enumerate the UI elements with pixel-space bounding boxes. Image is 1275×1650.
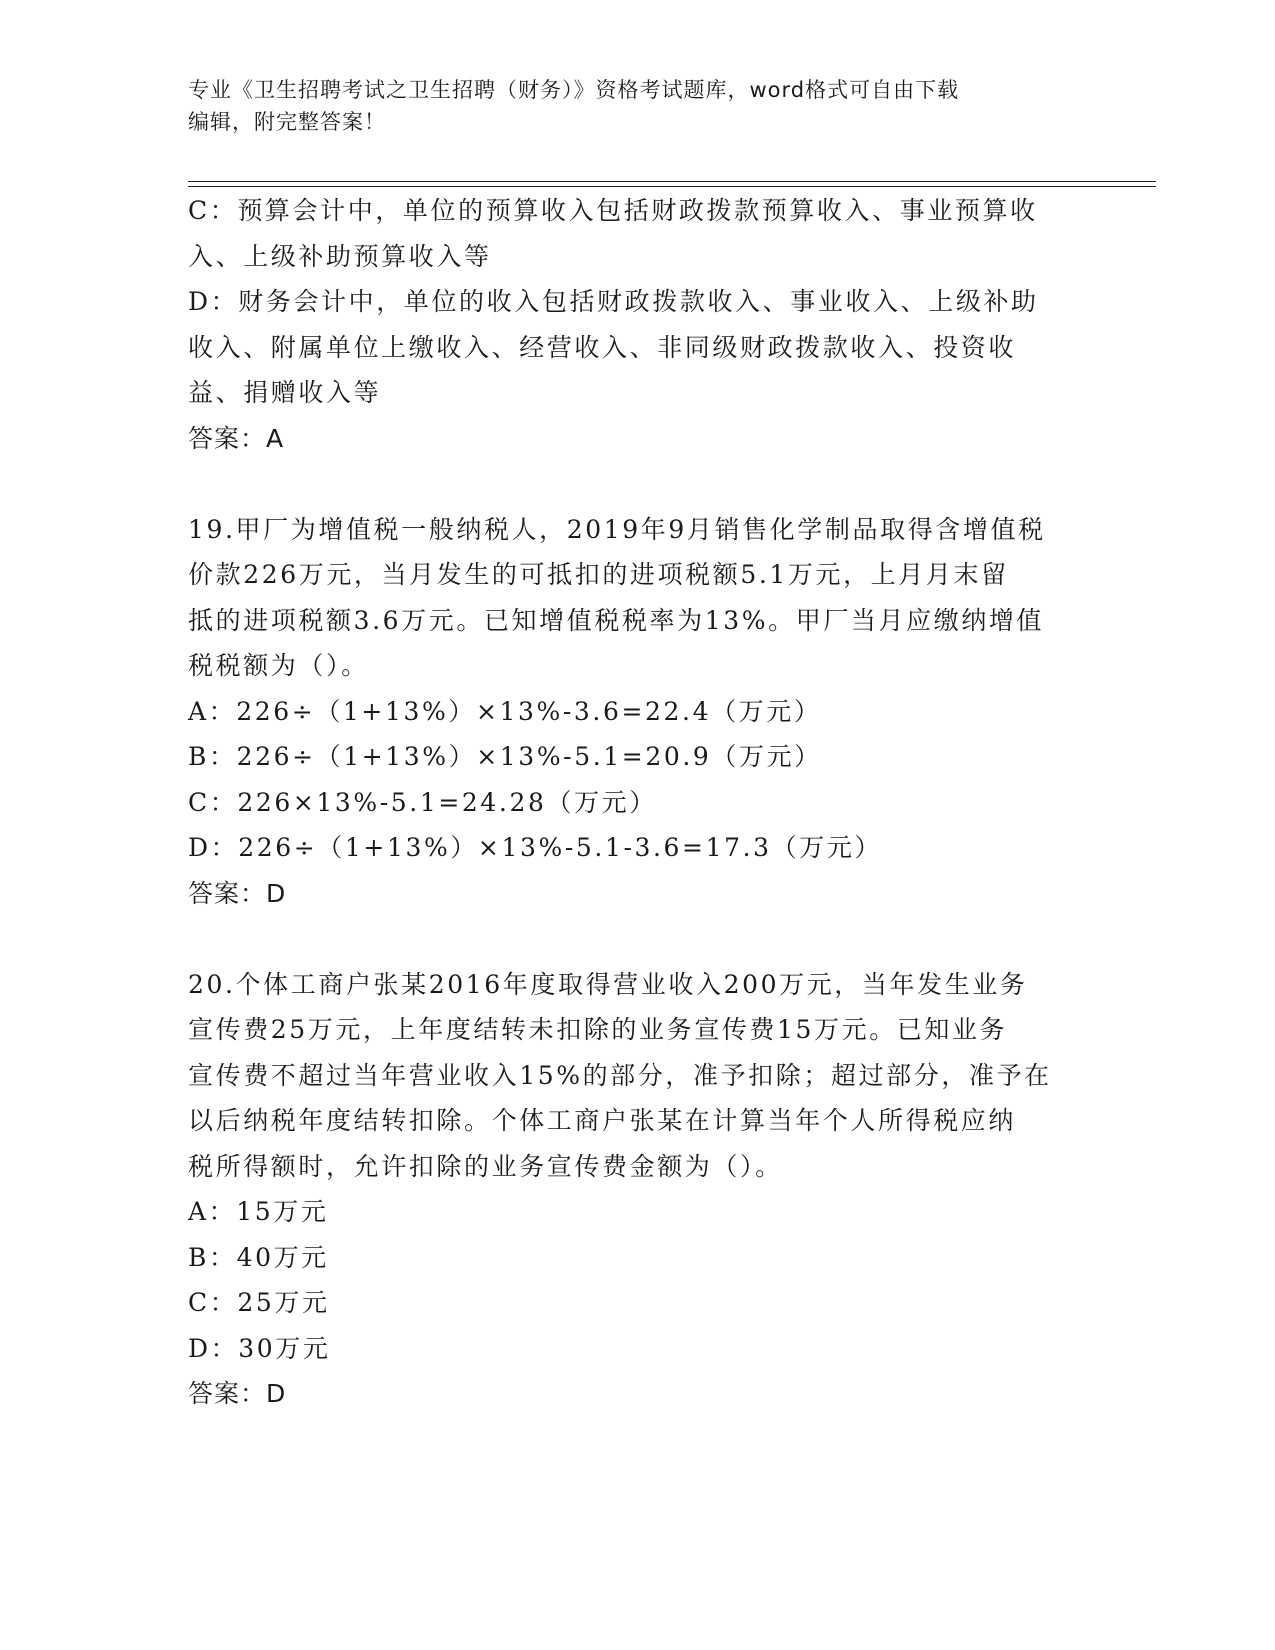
text-line: 19.甲厂为增值税一般纳税人，2019年9月销售化学制品取得含增值税 [188, 514, 1046, 544]
header-divider [188, 186, 1156, 187]
option-d [188, 279, 1088, 416]
question-content [188, 188, 1088, 1417]
text-line: 20.个体工商户张某2016年度取得营业收入200万元，当年发生业务 [188, 969, 1028, 999]
question-stem [188, 507, 1088, 689]
option-c: C：226×13%-5.1=24.28（万元） [188, 787, 657, 817]
prev-question [188, 188, 1088, 461]
question-stem [188, 962, 1088, 1190]
text-line: 宣传费25万元，上年度结转未扣除的业务宣传费15万元。已知业务 [188, 1015, 1008, 1044]
question-19 [188, 507, 1088, 917]
option-d: D：226÷（1+13%）×13%-5.1-3.6=17.3（万元） [188, 833, 883, 862]
option-a: A：15万元 [188, 1197, 329, 1226]
option-c [188, 188, 1088, 279]
text-line: 以后纳税年度结转扣除。个体工商户张某在计算当年个人所得税应纳 [188, 1106, 1017, 1135]
spacer [188, 916, 1088, 962]
answer-label: 答案：D [188, 1379, 287, 1408]
option-b: B：40万元 [188, 1242, 329, 1272]
text-line: 益、捐赠收入等 [188, 378, 382, 407]
text-line: 收入、附属单位上缴收入、经营收入、非同级财政拨款收入、投资收 [188, 332, 1017, 362]
option-d: D：30万元 [188, 1333, 331, 1363]
text-line: C：预算会计中，单位的预算收入包括财政拨款预算收入、事业预算收 [188, 196, 1038, 225]
text-line: 价款226万元，当月发生的可抵扣的进项税额5.1万元，上月月末留 [188, 560, 1009, 589]
option-b: B：226÷（1+13%）×13%-5.1=20.9（万元） [188, 742, 822, 771]
text-line: 税税额为（）。 [188, 651, 369, 680]
answer-label: 答案：A [188, 423, 285, 453]
text-line: 宣传费不超过当年营业收入15%的部分，准予扣除；超过部分，准予在 [188, 1060, 1052, 1090]
option-c: C：25万元 [188, 1288, 330, 1317]
answer-label: 答案：D [188, 878, 287, 908]
header-divider [188, 181, 1156, 182]
option-a: A：226÷（1+13%）×13%-3.6=22.4（万元） [188, 696, 822, 726]
text-line: 抵的进项税额3.6万元。已知增值税税率为13%。甲厂当月应缴纳增值 [188, 605, 1045, 635]
text-line: D：财务会计中，单位的收入包括财政拨款收入、事业收入、上级补助 [188, 287, 1039, 316]
spacer [188, 461, 1088, 507]
header-line: 专业《卫生招聘考试之卫生招聘（财务）》资格考试题库，word格式可自由下载 [188, 78, 960, 102]
text-line: 入、上级补助预算收入等 [188, 241, 492, 271]
question-20 [188, 962, 1088, 1417]
document-header [188, 74, 1088, 138]
text-line: 税所得额时，允许扣除的业务宣传费金额为（）。 [188, 1151, 783, 1181]
header-line: 编辑，附完整答案！ [188, 110, 386, 134]
